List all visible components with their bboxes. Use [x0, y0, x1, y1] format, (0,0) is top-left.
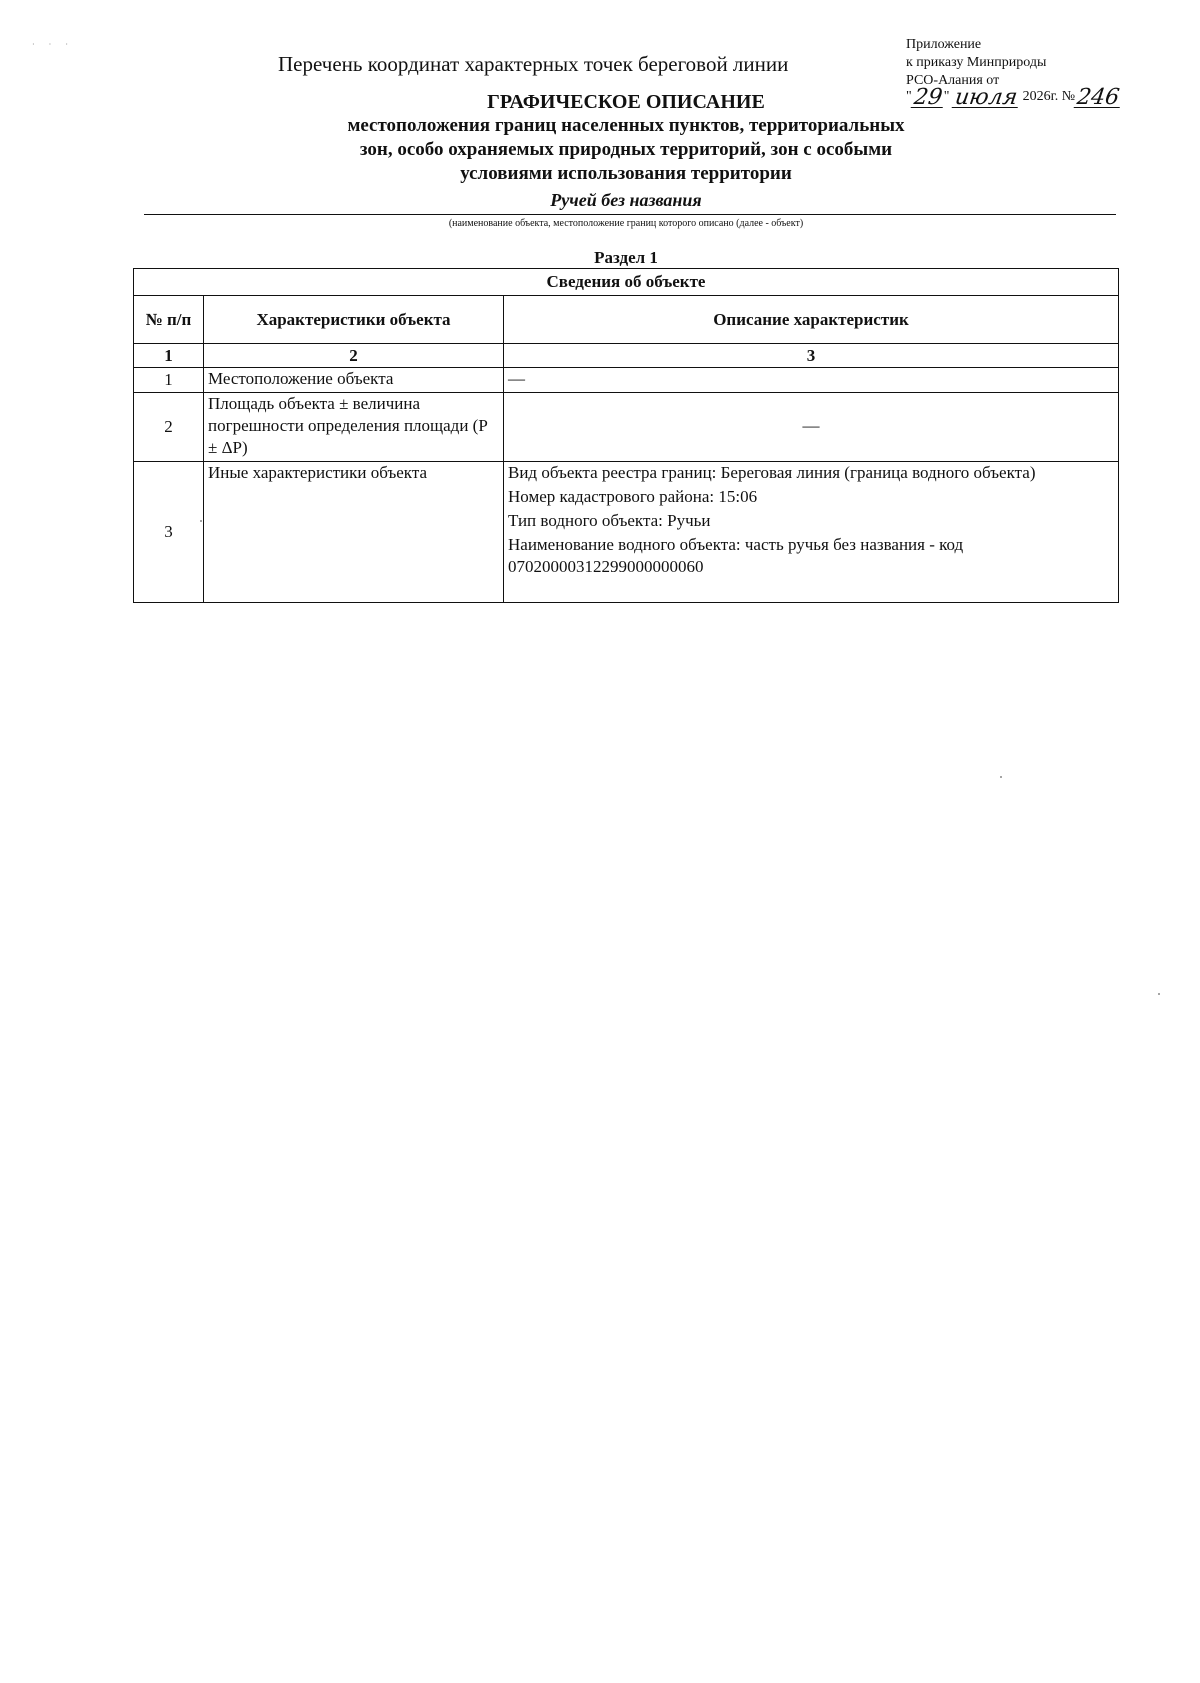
- date-year: 2026г. №: [1022, 89, 1076, 104]
- table-row: [134, 393, 1119, 462]
- title-line-1: местоположения границ населенных пунктов, территориальных: [347, 115, 905, 136]
- object-name-caption: (наименование объекта, местоположение границ которого описано (далее - объект): [448, 218, 804, 229]
- object-name-rule: [144, 214, 1116, 215]
- description-line: Наименование водного объекта: часть ручья без названия - код 07020000312299000000060: [508, 535, 964, 576]
- row-description: [504, 393, 1119, 462]
- order-number-handwritten: 246: [1075, 85, 1121, 110]
- row-characteristic: Местоположение объекта: [204, 368, 504, 393]
- description-line: Вид объекта реестра границ: Береговая линия (граница водного объекта): [508, 463, 1036, 482]
- section-title: Раздел 1: [594, 248, 658, 267]
- document-title: [132, 85, 1120, 186]
- table-row: [134, 462, 1119, 603]
- table-caption-row: [134, 269, 1119, 296]
- description-line: —: [508, 369, 525, 388]
- row-number: 1: [134, 368, 204, 393]
- object-info-table: [133, 268, 1119, 603]
- description-line: Номер кадастрового района: 15:06: [508, 487, 758, 506]
- date-quote-open: ": [906, 89, 912, 104]
- description-line: Тип водного объекта: Ручьи: [508, 511, 711, 530]
- table-column-number-row: [134, 344, 1119, 368]
- title-line-2: зон, особо охраняемых природных территорий, зон с особыми: [359, 139, 893, 160]
- row-number: 2: [134, 393, 204, 462]
- appendix-issuer: РСО-Алания от: [906, 73, 1000, 88]
- column-header-characteristic: Характеристики объекта: [204, 296, 504, 344]
- scan-speck: [1000, 776, 1002, 778]
- table-header-row: [134, 296, 1119, 344]
- table-caption: Сведения об объекте: [134, 269, 1119, 296]
- date-day-handwritten: 29: [912, 85, 944, 110]
- row-description: [504, 368, 1119, 393]
- list-title: Перечень координат характерных точек береговой линии: [278, 52, 789, 76]
- row-characteristic: Иные характеристики объекта: [204, 462, 504, 603]
- row-number: 3: [134, 462, 204, 603]
- scan-speck: [200, 520, 202, 522]
- column-number-1: 1: [134, 344, 204, 368]
- scan-speck: [1158, 993, 1160, 995]
- appendix-label: Приложение: [906, 37, 982, 52]
- column-header-description: Описание характеристик: [504, 296, 1119, 344]
- column-number-2: 2: [204, 344, 504, 368]
- row-description: [504, 462, 1119, 603]
- scan-marks: · · ·: [32, 40, 74, 49]
- title-line-3: условиями использования территории: [460, 163, 792, 184]
- date-month-handwritten: июля: [953, 85, 1019, 110]
- row-characteristic: Площадь объекта ± величина погрешности определения площади (P ± ΔP): [204, 393, 504, 462]
- column-header-number: № п/п: [134, 296, 204, 344]
- object-name: Ручей без названия: [550, 190, 702, 210]
- appendix-order-ref: к приказу Минприроды: [906, 55, 1047, 70]
- title-heading: ГРАФИЧЕСКОЕ ОПИСАНИЕ: [487, 91, 765, 113]
- table-row: [134, 368, 1119, 393]
- column-number-3: 3: [504, 344, 1119, 368]
- date-quote-close: ": [943, 89, 950, 104]
- description-line: —: [802, 416, 820, 435]
